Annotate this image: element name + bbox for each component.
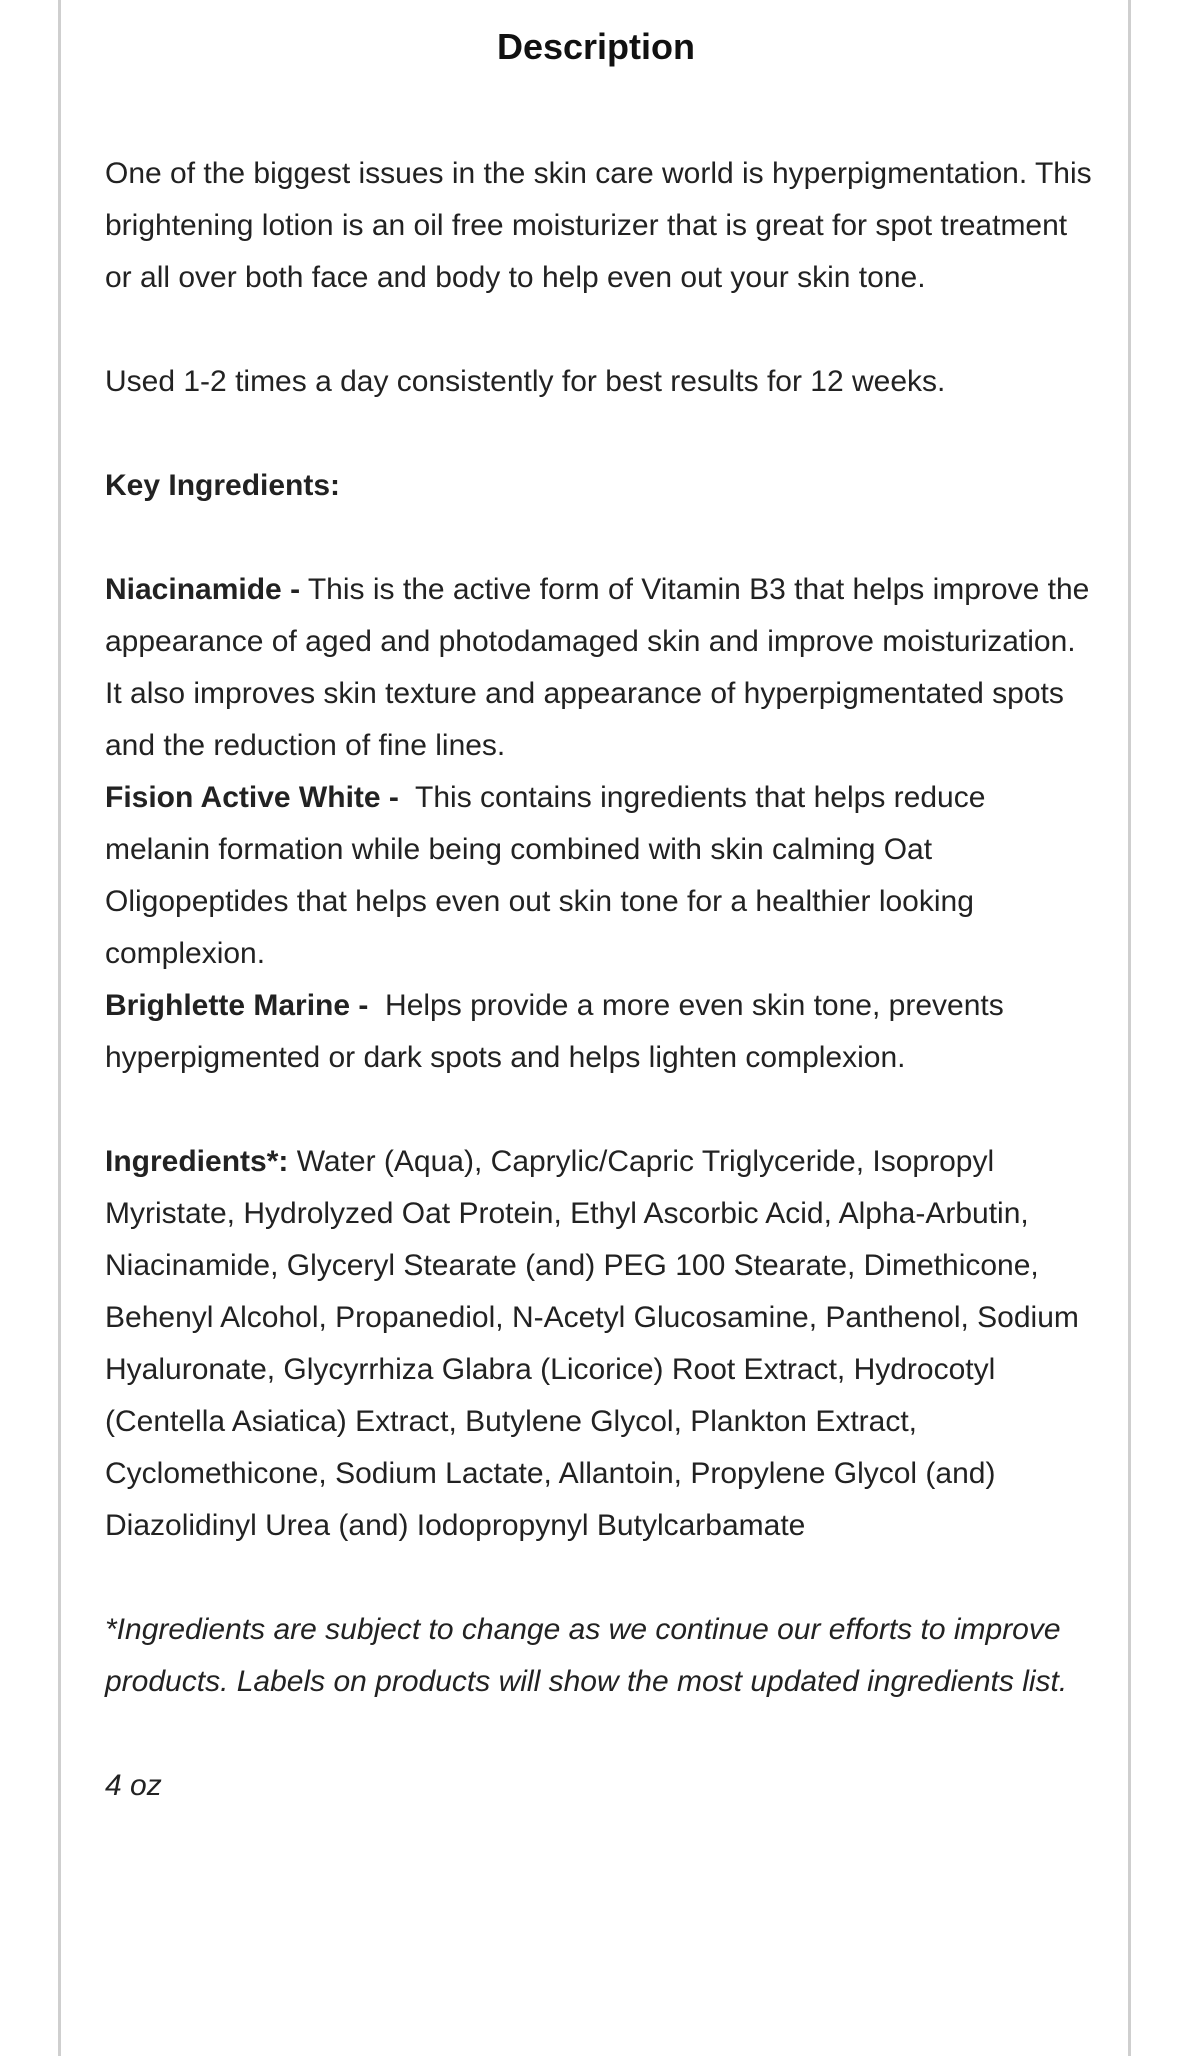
key-ingredients-heading: Key Ingredients: bbox=[105, 469, 341, 502]
usage-paragraph: Used 1-2 times a day consistently for best results for 12 weeks. bbox=[105, 365, 946, 398]
ingredients-paragraph bbox=[105, 1136, 1095, 1552]
key-ingredient-name: Brighlette Marine - bbox=[105, 989, 369, 1022]
key-ingredient-text: This is the active form of Vitamin B3 that helps improve the appearance of aged and photodamaged skin and improve moisturization. It also improves skin texture and appearance of hyperpigmentated spots and the reduction of fine lines. bbox=[105, 573, 1090, 762]
page-title: Description bbox=[496, 26, 696, 67]
key-ingredient-name: Niacinamide - bbox=[105, 573, 301, 606]
ingredients-label: Ingredients*: bbox=[105, 1145, 289, 1178]
key-ingredient-text: This contains ingredients that helps reduce melanin formation while being combined with skin calming Oat Oligopeptides that helps even out skin tone for a healthier looking complexion. bbox=[105, 781, 986, 970]
key-ingredient-item bbox=[105, 564, 1095, 772]
key-ingredient-item bbox=[105, 980, 1095, 1084]
key-ingredient-item bbox=[105, 772, 1095, 980]
ingredients-list: Water (Aqua), Caprylic/Capric Triglyceride, Isopropyl Myristate, Hydrolyzed Oat Protein, Ethyl Ascorbic Acid, Alpha-Arbutin, Niacinamide, Glyceryl Stearate (and) PEG 100 Stearate, Dimethicone, Behenyl Alcohol, Propanediol, N-Acetyl Glucosamine, Panthenol, Sodium Hyaluronate, Glycyrrhiza Glabra (Licorice) Root Extract, Hydrocotyl (Centella Asiatica) Extract, Butylene Glycol, Plankton Extract, Cyclomethicone, Sodium Lactate, Allantoin, Propylene Glycol (and) Diazolidinyl Urea (and) Iodopropynyl Butylcarbamate bbox=[105, 1145, 1079, 1542]
key-ingredient-text: Helps provide a more even skin tone, prevents hyperpigmented or dark spots and helps lighten complexion. bbox=[105, 989, 1004, 1074]
intro-paragraph: One of the biggest issues in the skin care world is hyperpigmentation. This brightening lotion is an oil free moisturizer that is great for spot treatment or all over both face and body to help even out your skin tone. bbox=[105, 157, 1092, 294]
ingredients-disclaimer: *Ingredients are subject to change as we continue our efforts to improve products. Labels on products will show the most updated ingredients list. bbox=[105, 1613, 1068, 1698]
description-content bbox=[105, 148, 1095, 1812]
product-size: 4 oz bbox=[105, 1769, 162, 1802]
key-ingredient-name: Fision Active White - bbox=[105, 781, 399, 814]
